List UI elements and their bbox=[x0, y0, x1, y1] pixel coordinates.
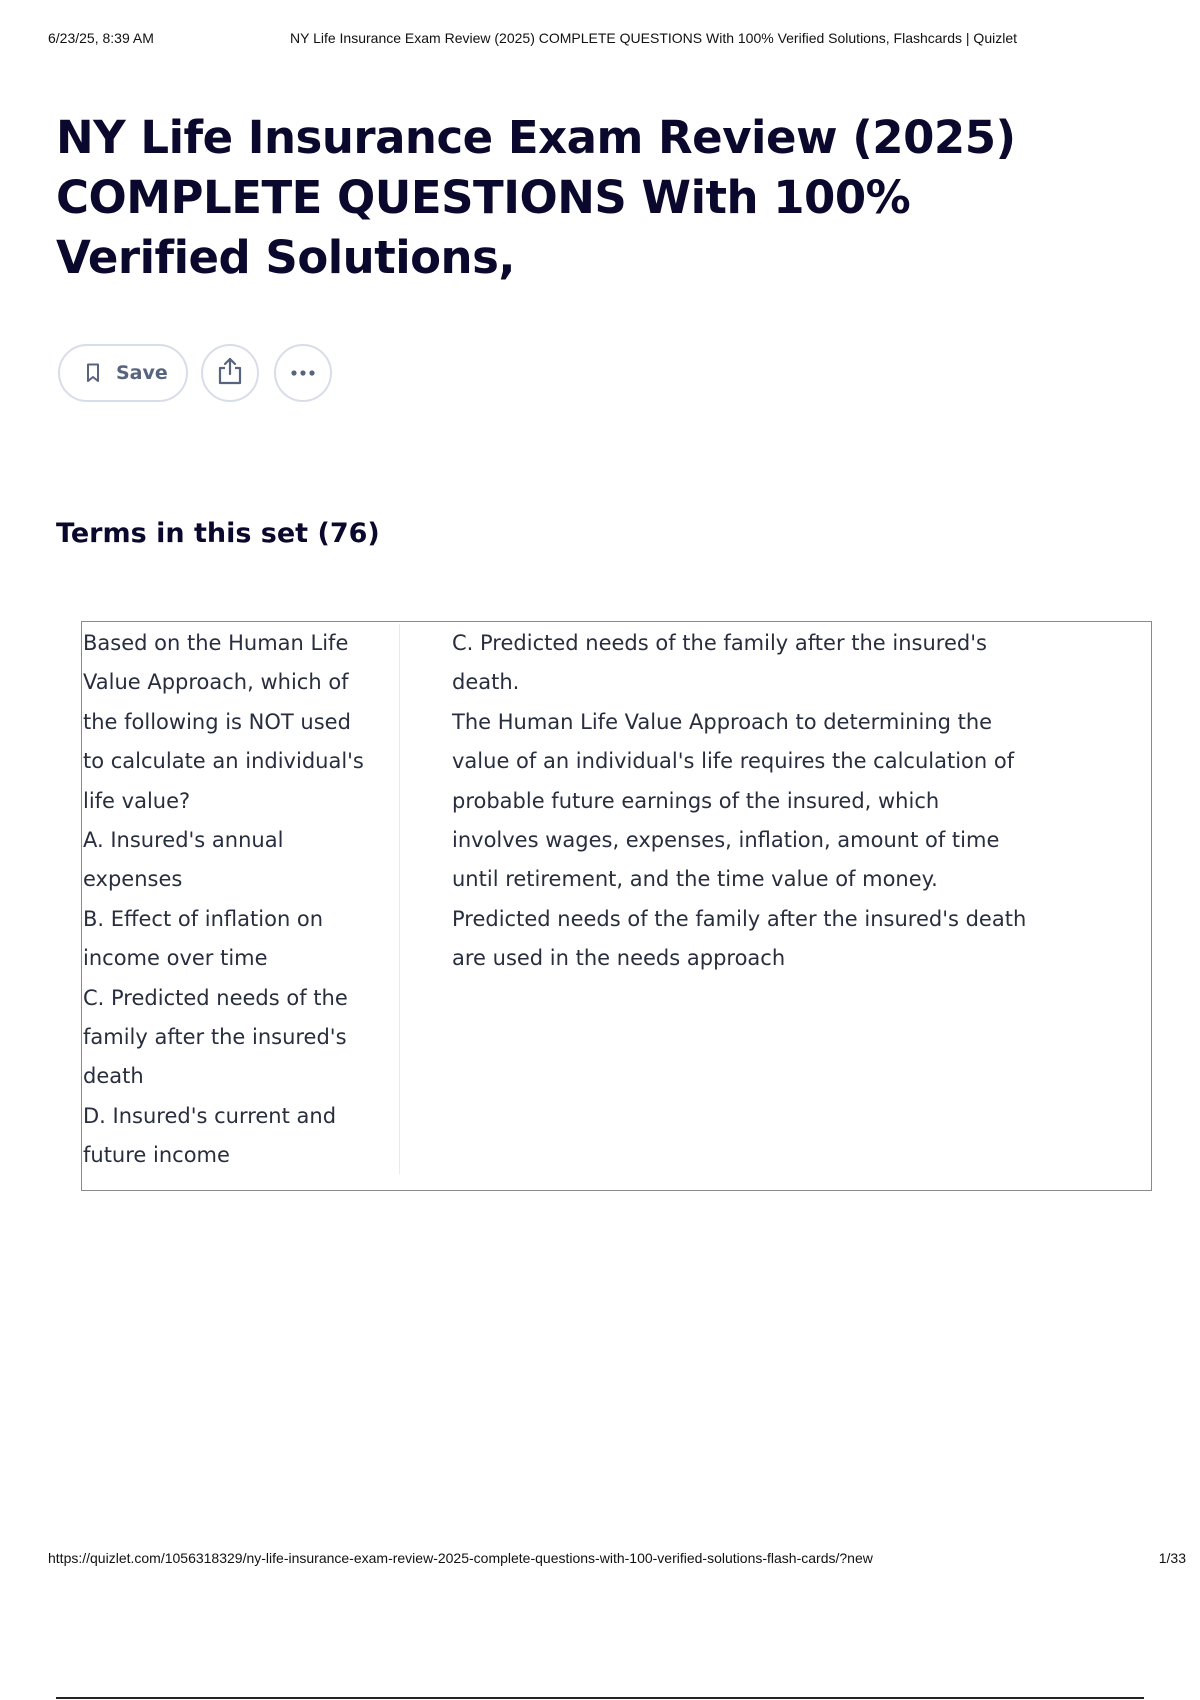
page-number: 1/33 bbox=[1158, 1550, 1186, 1566]
page-url: https://quizlet.com/1056318329/ny-life-insurance-exam-review-2025-complete-questions-with-100-verified-solutions-flash-cards/?new bbox=[48, 1550, 873, 1566]
more-options-button[interactable] bbox=[274, 344, 332, 402]
bookmark-icon bbox=[86, 363, 100, 383]
print-date: 6/23/25, 8:39 AM bbox=[48, 30, 154, 46]
print-document-title: NY Life Insurance Exam Review (2025) COMPLETE QUESTIONS With 100% Verified Solutions, Flashcards | Quizlet bbox=[290, 30, 1017, 46]
definition-text: C. Predicted needs of the family after the insured's death. The Human Life Value Approach to determining the value of an individual's life requires the calculation of probable future earnings of the insured, which involves wages, expenses, inflation, amount of time until retirement, and the time value of money. Predicted needs of the family after the insured's death are used in the needs approach bbox=[452, 631, 1027, 971]
divider bbox=[56, 1697, 1144, 1699]
print-footer bbox=[48, 1550, 1186, 1570]
share-icon bbox=[217, 357, 243, 390]
term-card bbox=[81, 621, 1152, 1191]
more-icon bbox=[290, 364, 316, 382]
save-button-label: Save bbox=[116, 362, 168, 384]
print-header bbox=[48, 30, 1152, 50]
page-title: NY Life Insurance Exam Review (2025) COMPLETE QUESTIONS With 100% Verified Solutions, bbox=[56, 111, 1016, 284]
terms-heading: Terms in this set (76) bbox=[56, 518, 380, 549]
share-button[interactable] bbox=[201, 344, 259, 402]
term-text: Based on the Human Life Value Approach, which of the following is NOT used to calculate an individual's life value? A. Insured's annual expenses B. Effect of inflation on income over time C. Predicted needs of the family after the insured's death D. Insured's current and future income bbox=[82, 624, 400, 1174]
save-button[interactable] bbox=[58, 344, 188, 402]
